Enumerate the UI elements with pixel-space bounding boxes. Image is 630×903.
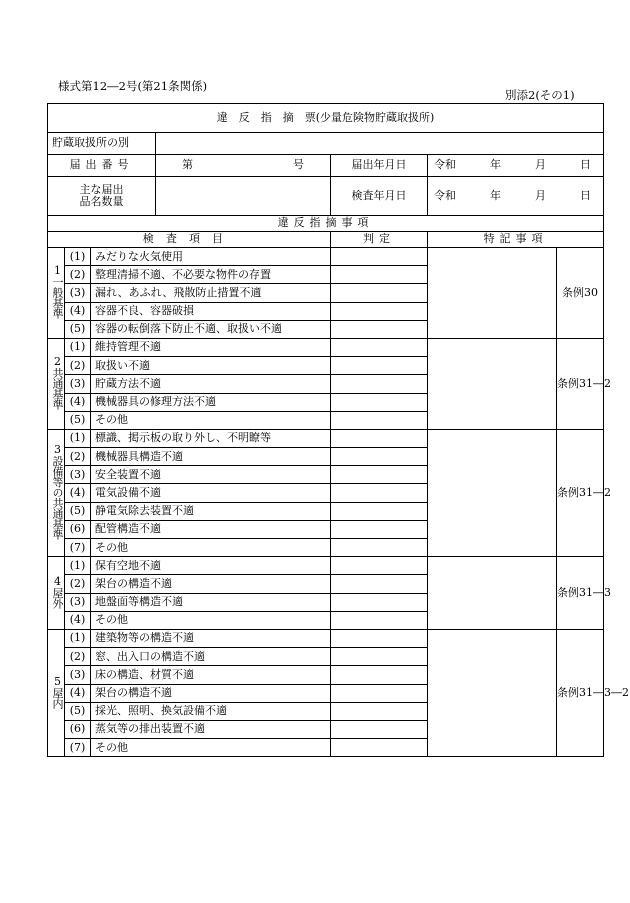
item-text: その他 — [91, 739, 331, 757]
inspection-date-field[interactable] — [428, 177, 604, 216]
item-text: 配管構造不適 — [91, 520, 331, 538]
main-items-label: 主な届出 品名数量 — [48, 177, 156, 216]
judgement-cell[interactable] — [331, 502, 428, 520]
judgement-cell[interactable] — [331, 284, 428, 302]
era-label: 令和 — [434, 188, 456, 202]
item-text: 整理清掃不適、不必要な物件の存置 — [91, 266, 331, 284]
item-text: 取扱い不適 — [91, 357, 331, 375]
remarks-column-header: 特記事項 — [428, 232, 604, 248]
judgement-cell[interactable] — [331, 739, 428, 757]
remarks-cell[interactable] — [428, 629, 557, 756]
item-text: 採光、照明、換気設備不適 — [91, 702, 331, 720]
item-number: (7) — [65, 739, 91, 757]
inspection-date-label: 検査年月日 — [331, 177, 428, 216]
ordinance-reference: 条例31―2 — [557, 338, 604, 429]
judgement-column-header: 判定 — [331, 232, 428, 248]
table-row — [48, 338, 604, 356]
judgement-cell[interactable] — [331, 611, 428, 629]
violation-form-table — [47, 103, 629, 757]
item-number: (6) — [65, 720, 91, 738]
item-text: 電気設備不適 — [91, 484, 331, 502]
annex-label: 別添2(その1) — [505, 88, 575, 102]
violation-heading: 違反指摘事項 — [48, 216, 604, 232]
main-items-field[interactable] — [156, 177, 331, 216]
year-label: 年 — [490, 188, 501, 202]
category-label: 4屋外 — [48, 557, 65, 630]
item-text: 容器不良、容器破損 — [91, 302, 331, 320]
item-text: 地盤面等構造不適 — [91, 593, 331, 611]
item-number: (1) — [65, 429, 91, 447]
notice-date-label: 届出年月日 — [331, 155, 428, 177]
remarks-cell[interactable] — [428, 429, 557, 556]
judgement-cell[interactable] — [331, 684, 428, 702]
item-text: 維持管理不適 — [91, 338, 331, 356]
item-text: 建築物等の構造不適 — [91, 629, 331, 647]
item-number: (3) — [65, 666, 91, 684]
item-number: (2) — [65, 648, 91, 666]
item-number: (5) — [65, 702, 91, 720]
item-number: (2) — [65, 266, 91, 284]
item-number: (1) — [65, 248, 91, 266]
judgement-cell[interactable] — [331, 338, 428, 356]
day-label: 日 — [580, 158, 591, 172]
item-text: 漏れ、あふれ、飛散防止措置不適 — [91, 284, 331, 302]
judgement-cell[interactable] — [331, 429, 428, 447]
item-number: (1) — [65, 338, 91, 356]
judgement-cell[interactable] — [331, 320, 428, 338]
month-label: 月 — [535, 158, 546, 172]
category-label: 5屋内 — [48, 629, 65, 756]
item-text: 静電気除去装置不適 — [91, 502, 331, 520]
judgement-cell[interactable] — [331, 302, 428, 320]
facility-type-field[interactable] — [156, 133, 604, 155]
judgement-cell[interactable] — [331, 248, 428, 266]
remarks-cell[interactable] — [428, 248, 557, 339]
judgement-cell[interactable] — [331, 484, 428, 502]
judgement-cell[interactable] — [331, 520, 428, 538]
ordinance-reference: 条例30 — [557, 248, 604, 339]
item-number: (1) — [65, 557, 91, 575]
judgement-cell[interactable] — [331, 593, 428, 611]
item-number: (4) — [65, 484, 91, 502]
category-label: 1一般基準 — [48, 248, 65, 339]
judgement-cell[interactable] — [331, 720, 428, 738]
item-number: (3) — [65, 466, 91, 484]
item-text: 機械器具の修理方法不適 — [91, 393, 331, 411]
item-text: 容器の転倒落下防止不適、取扱い不適 — [91, 320, 331, 338]
table-row — [48, 629, 604, 647]
dai-label: 第 — [182, 158, 193, 172]
table-row — [48, 557, 604, 575]
item-number: (3) — [65, 375, 91, 393]
remarks-cell[interactable] — [428, 557, 557, 630]
item-text: 蒸気等の排出装置不適 — [91, 720, 331, 738]
item-text: その他 — [91, 411, 331, 429]
item-text: 標識、掲示板の取り外し、不明瞭等 — [91, 429, 331, 447]
item-text: みだりな火気使用 — [91, 248, 331, 266]
judgement-cell[interactable] — [331, 575, 428, 593]
go-label: 号 — [293, 158, 304, 172]
judgement-cell[interactable] — [331, 648, 428, 666]
ordinance-reference: 条例31―3―2 — [557, 629, 604, 756]
item-number: (5) — [65, 502, 91, 520]
form-number: 様式第12―2号(第21条関係) — [58, 79, 208, 93]
item-number: (3) — [65, 284, 91, 302]
notice-number-label: 届出番号 — [48, 155, 156, 177]
item-text: 貯蔵方法不適 — [91, 375, 331, 393]
item-number: (4) — [65, 684, 91, 702]
item-text: 安全装置不適 — [91, 466, 331, 484]
remarks-cell[interactable] — [428, 338, 557, 429]
item-number: (6) — [65, 520, 91, 538]
items-column-header: 検査項目 — [48, 232, 331, 248]
era-label: 令和 — [434, 158, 456, 172]
item-text: 窓、出入口の構造不適 — [91, 648, 331, 666]
ordinance-reference: 条例31―2 — [557, 429, 604, 556]
item-text: 架台の構造不適 — [91, 684, 331, 702]
judgement-cell[interactable] — [331, 393, 428, 411]
item-number: (7) — [65, 539, 91, 557]
judgement-cell[interactable] — [331, 466, 428, 484]
item-text: 架台の構造不適 — [91, 575, 331, 593]
item-text: 床の構造、材質不適 — [91, 666, 331, 684]
item-number: (4) — [65, 302, 91, 320]
judgement-cell[interactable] — [331, 666, 428, 684]
item-number: (2) — [65, 575, 91, 593]
item-text: その他 — [91, 539, 331, 557]
item-number: (4) — [65, 393, 91, 411]
notice-number-field[interactable] — [156, 155, 331, 177]
item-number: (5) — [65, 320, 91, 338]
judgement-cell[interactable] — [331, 375, 428, 393]
ordinance-reference: 条例31―3 — [557, 557, 604, 630]
judgement-cell[interactable] — [331, 702, 428, 720]
notice-date-field[interactable] — [428, 155, 604, 177]
facility-type-label: 貯蔵取扱所の別 — [48, 133, 156, 155]
category-label: 3設備等の共通基準 — [48, 429, 65, 556]
judgement-cell[interactable] — [331, 411, 428, 429]
item-number: (2) — [65, 357, 91, 375]
item-number: (3) — [65, 593, 91, 611]
month-label: 月 — [535, 188, 546, 202]
judgement-cell[interactable] — [331, 629, 428, 647]
item-number: (4) — [65, 611, 91, 629]
judgement-cell[interactable] — [331, 557, 428, 575]
judgement-cell[interactable] — [331, 266, 428, 284]
judgement-cell[interactable] — [331, 539, 428, 557]
item-text: 保有空地不適 — [91, 557, 331, 575]
item-number: (1) — [65, 629, 91, 647]
item-text: 機械器具構造不適 — [91, 448, 331, 466]
table-row — [48, 429, 604, 447]
item-text: その他 — [91, 611, 331, 629]
category-label: 2共通基準 — [48, 338, 65, 429]
table-row — [48, 248, 604, 266]
item-number: (5) — [65, 411, 91, 429]
item-number: (2) — [65, 448, 91, 466]
judgement-cell[interactable] — [331, 448, 428, 466]
year-label: 年 — [490, 158, 501, 172]
day-label: 日 — [580, 188, 591, 202]
judgement-cell[interactable] — [331, 357, 428, 375]
form-title: 違 反 指 摘 票(少量危険物貯蔵取扱所) — [48, 104, 604, 133]
